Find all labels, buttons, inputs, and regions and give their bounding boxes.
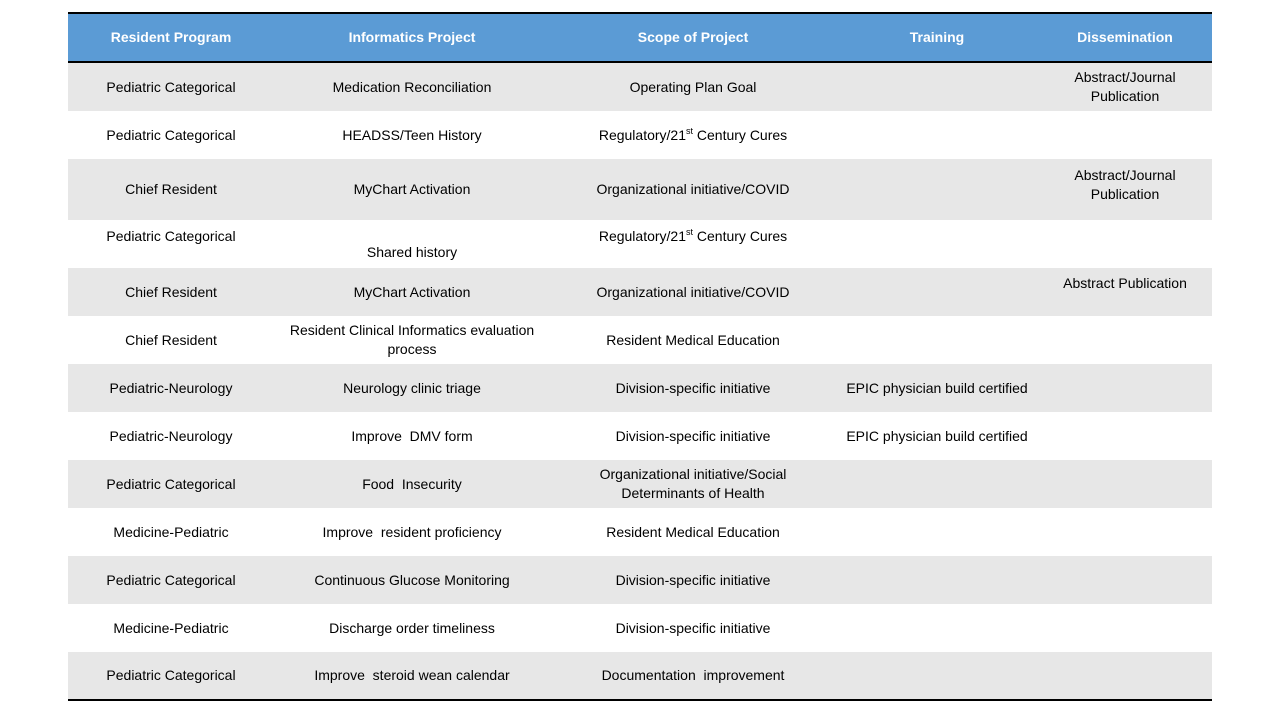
cell-program: Pediatric Categorical — [106, 475, 236, 492]
table-row — [68, 460, 1212, 508]
cell-project: Continuous Glucose Monitoring — [314, 571, 510, 588]
cell-dissemination — [1038, 556, 1212, 604]
header-dissemination: Dissemination — [1077, 29, 1173, 45]
table-row — [68, 652, 1212, 699]
cell-training — [836, 268, 1038, 316]
table-row — [68, 268, 1212, 316]
cell-program: Pediatric Categorical — [106, 78, 236, 95]
header-training: Training — [909, 29, 965, 45]
cell-program: Pediatric-Neurology — [109, 427, 233, 444]
cell-dissemination — [1038, 652, 1212, 699]
cell-training: EPIC physician build certified — [846, 379, 1028, 396]
cell-dissemination: Abstract Publication — [1063, 275, 1187, 291]
cell-project: HEADSS/Teen History — [342, 126, 482, 143]
cell-training — [836, 63, 1038, 111]
cell-scope: Resident Medical Education — [606, 331, 780, 348]
cell-training — [836, 556, 1038, 604]
cell-scope: Division-specific initiative — [615, 619, 771, 636]
cell-program: Medicine-Pediatric — [113, 523, 229, 540]
cell-project: Food Insecurity — [362, 475, 462, 492]
cell-training — [836, 111, 1038, 159]
cell-program: Medicine-Pediatric — [113, 619, 229, 636]
cell-training — [836, 508, 1038, 556]
cell-project: Discharge order timeliness — [329, 619, 495, 636]
cell-training — [836, 460, 1038, 508]
cell-project: Neurology clinic triage — [343, 379, 481, 396]
cell-scope: Documentation improvement — [601, 667, 785, 683]
header-resident-program: Resident Program — [110, 29, 232, 45]
table-row — [68, 111, 1212, 159]
cell-dissemination — [1038, 220, 1212, 268]
cell-scope — [550, 220, 836, 268]
table-row — [68, 316, 1212, 364]
cell-project: Improve DMV form — [351, 427, 473, 444]
cell-dissemination — [1038, 316, 1212, 364]
header-informatics-project: Informatics Project — [348, 29, 476, 45]
cell-dissemination — [1038, 508, 1212, 556]
scope-text-end: Century Cures — [693, 126, 788, 143]
cell-dissemination — [1038, 460, 1212, 508]
cell-project: Shared history — [366, 244, 458, 260]
scope-superscript: st — [686, 125, 694, 136]
cell-dissemination — [1038, 604, 1212, 652]
table-row — [68, 63, 1212, 111]
cell-training — [836, 652, 1038, 699]
cell-training: EPIC physician build certified — [846, 427, 1028, 444]
cell-scope: Resident Medical Education — [606, 523, 780, 540]
cell-program: Pediatric Categorical — [106, 126, 236, 143]
cell-project: Improve steroid wean calendar — [314, 667, 510, 683]
scope-text: Regulatory/21 — [598, 228, 686, 244]
cell-program: Chief Resident — [125, 181, 217, 197]
scope-text-end: Century Cures — [693, 228, 788, 244]
cell-scope: Division-specific initiative — [615, 571, 771, 588]
cell-project: Medication Reconciliation — [332, 78, 492, 95]
cell-program: Pediatric Categorical — [106, 667, 236, 683]
cell-program: Chief Resident — [125, 283, 217, 300]
projects-table — [68, 12, 1212, 701]
cell-scope: Organizational initiative/COVID — [596, 283, 790, 300]
cell-dissemination: Abstract/Journal Publication — [1074, 167, 1176, 202]
cell-scope — [550, 111, 836, 159]
cell-training — [836, 604, 1038, 652]
cell-program: Pediatric Categorical — [106, 228, 236, 244]
table-header — [68, 14, 1212, 63]
table-row — [68, 604, 1212, 652]
cell-program: Chief Resident — [125, 331, 217, 348]
cell-project: MyChart Activation — [353, 283, 471, 300]
cell-training — [836, 220, 1038, 268]
table-row — [68, 508, 1212, 556]
cell-scope: Division-specific initiative — [615, 379, 771, 396]
table-row — [68, 364, 1212, 412]
cell-scope: Organizational initiative/Social Determinants of Health — [599, 466, 787, 501]
cell-training — [836, 316, 1038, 364]
table-row — [68, 159, 1212, 220]
cell-training — [836, 159, 1038, 220]
cell-scope: Operating Plan Goal — [629, 78, 757, 95]
cell-dissemination — [1038, 412, 1212, 460]
cell-dissemination — [1038, 364, 1212, 412]
cell-project: Resident Clinical Informatics evaluation process — [289, 322, 535, 357]
cell-dissemination: Abstract/Journal Publication — [1074, 69, 1176, 104]
cell-scope: Division-specific initiative — [615, 427, 771, 444]
cell-program: Pediatric Categorical — [106, 571, 236, 588]
cell-dissemination — [1038, 111, 1212, 159]
table-row — [68, 220, 1212, 268]
scope-text: Regulatory/21 — [598, 126, 686, 143]
header-scope-of-project: Scope of Project — [637, 29, 749, 45]
table-row — [68, 412, 1212, 460]
table-row — [68, 556, 1212, 604]
cell-program: Pediatric-Neurology — [109, 379, 233, 396]
cell-scope: Organizational initiative/COVID — [596, 181, 790, 197]
scope-superscript: st — [686, 227, 694, 237]
cell-project: MyChart Activation — [353, 181, 471, 197]
cell-project: Improve resident proficiency — [322, 523, 502, 540]
